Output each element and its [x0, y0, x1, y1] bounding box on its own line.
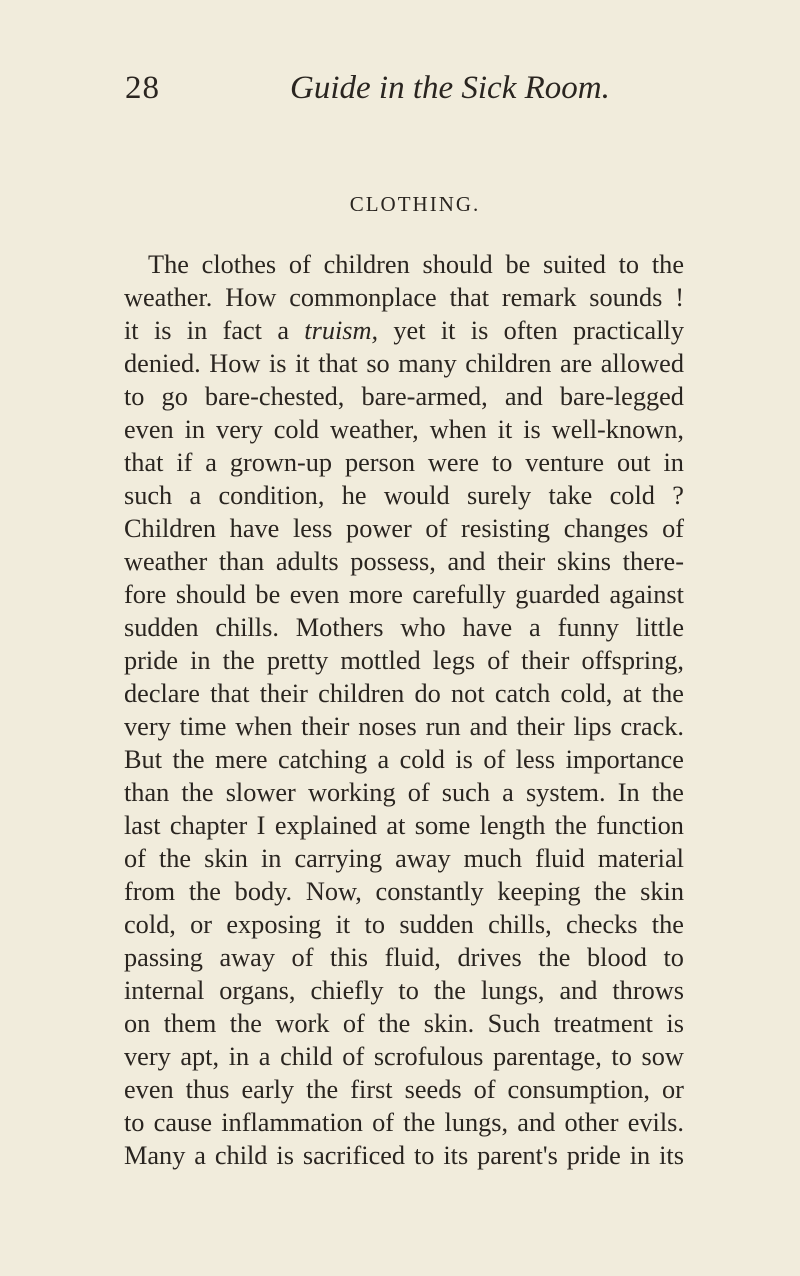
text-line: to go bare-chested, bare-armed, and bare-legged [124, 382, 684, 411]
body-paragraph [124, 248, 684, 1172]
text-line: from the body. Now, constantly keeping the skin [124, 877, 684, 906]
text-line: than the slower working of such a system. In the [124, 778, 684, 807]
text-line: declare that their children do not catch cold, at the [124, 679, 684, 708]
text-line: it is in fact a truism, yet it is often practically [124, 316, 684, 345]
text-line: on them the work of the skin. Such treatment is [124, 1009, 684, 1038]
text-line: weather than adults possess, and their skins there- [124, 547, 684, 576]
text-line: fore should be even more carefully guarded against [124, 580, 684, 609]
text-line: such a condition, he would surely take cold ? [124, 481, 684, 510]
text-line: very time when their noses run and their lips crack. [124, 712, 684, 741]
text-line: Children have less power of resisting changes of [124, 514, 684, 543]
running-head [125, 70, 685, 120]
text-line: passing away of this fluid, drives the blood to [124, 943, 684, 972]
text-line: denied. How is it that so many children are allowed [124, 349, 684, 378]
text-line: of the skin in carrying away much fluid material [124, 844, 684, 873]
section-title: CLOTHING. [349, 192, 481, 216]
text-line: even thus early the first seeds of consumption, or [124, 1075, 684, 1104]
text-line: very apt, in a child of scrofulous parentage, to sow [124, 1042, 684, 1071]
text-line: cold, or exposing it to sudden chills, checks the [124, 910, 684, 939]
text-line: weather. How commonplace that remark sounds ! [124, 283, 684, 312]
text-line: internal organs, chiefly to the lungs, and throws [124, 976, 684, 1005]
text-line: to cause inflammation of the lungs, and other evils. [124, 1108, 684, 1137]
text-line: Many a child is sacrificed to its parent's pride in its [124, 1141, 684, 1170]
page-number: 28 [125, 70, 160, 106]
text-line: sudden chills. Mothers who have a funny little [124, 613, 684, 642]
text-line: even in very cold weather, when it is well-known, [124, 415, 684, 444]
text-line: But the mere catching a cold is of less importance [124, 745, 684, 774]
text-line: pride in the pretty mottled legs of their offspring, [124, 646, 684, 675]
text-line: last chapter I explained at some length the function [124, 811, 684, 840]
text-line: that if a grown-up person were to venture out in [124, 448, 684, 477]
running-title: Guide in the Sick Room. [290, 70, 610, 106]
text-line: The clothes of children should be suited to the [148, 250, 684, 279]
